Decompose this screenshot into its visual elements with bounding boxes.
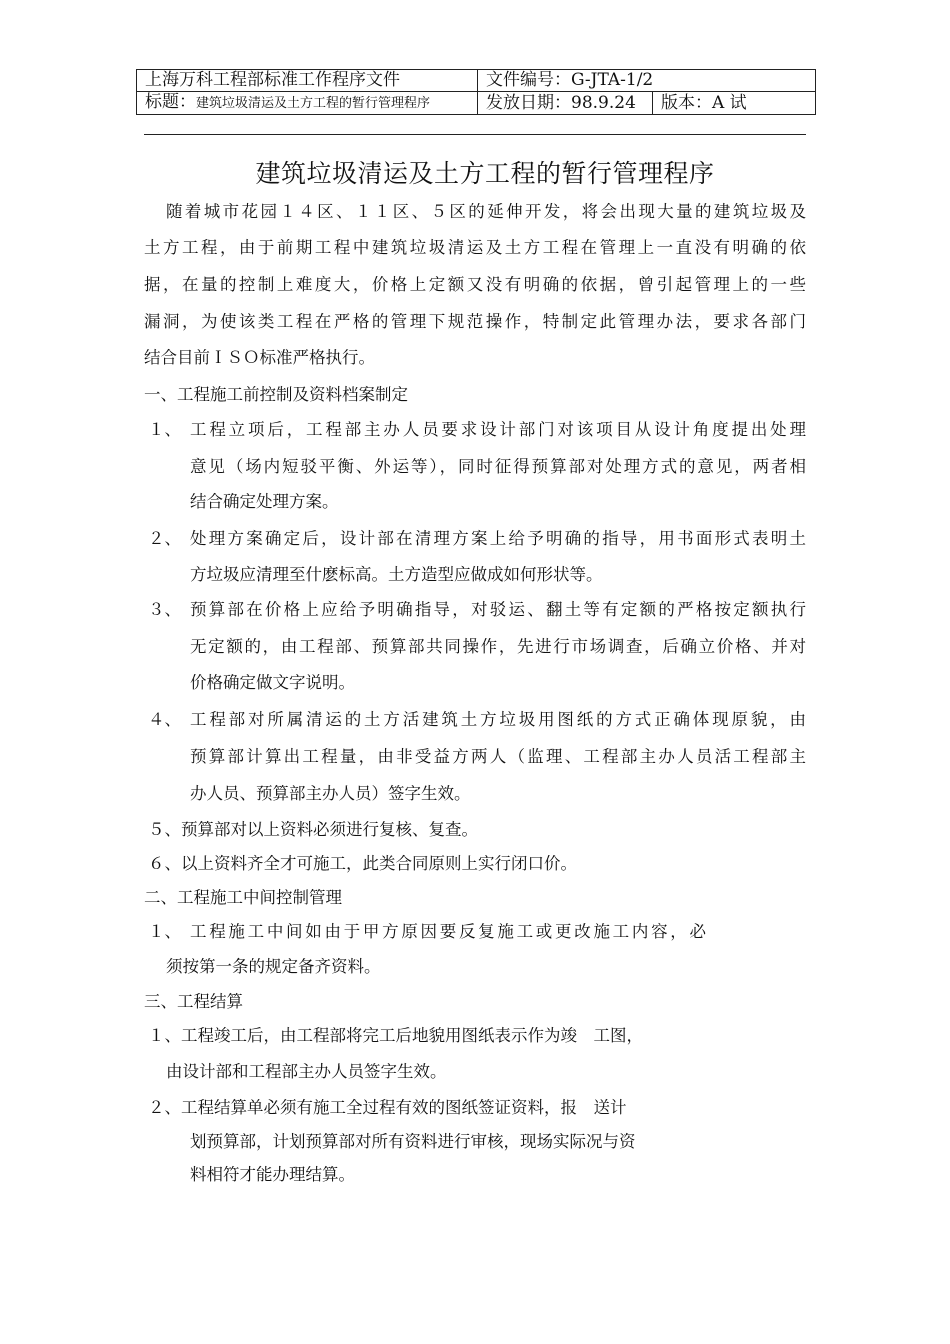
item-1-1-line-1: 工程立项后，工程部主办人员要求设计部门对该项目从设计角度提出处理: [190, 420, 806, 439]
item-1-4-line-3: 办人员、预算部主办人员）签字生效。: [190, 784, 471, 803]
item-1-6: ６、以上资料齐全才可施工，此类合同原则上实行闭口价。: [148, 854, 577, 873]
document-header-table: [136, 69, 816, 115]
item-1-1-line-2: 意见（场内短驳平衡、外运等），同时征得预算部对处理方式的意见，两者相: [190, 457, 806, 476]
item-3-1-line-1: １、工程竣工后，由工程部将完工后地貌用图纸表示作为竣 工图，: [148, 1026, 643, 1045]
item-1-4-line-2: 预算部计算出工程量，由非受益方两人（监理、工程部主办人员活工程部主: [190, 747, 806, 766]
company-document-title: 上海万科工程部标准工作程序文件: [137, 70, 478, 92]
item-1-2-line-1: 处理方案确定后，设计部在清理方案上给予明确的指导，用书面形式表明土: [190, 529, 806, 548]
item-number-1-2: ２、: [148, 529, 181, 548]
subject-label: 标题：: [145, 92, 196, 112]
item-2-1-line-1: 工程施工中间如由于甲方原因要反复施工或更改施工内容，必: [190, 922, 706, 941]
item-1-3-line-2: 无定额的，由工程部、预算部共同操作，先进行市场调查，后确立价格、并对: [190, 637, 806, 656]
item-3-2-line-1: ２、工程结算单必须有施工全过程有效的图纸签证资料，报 送计: [148, 1098, 627, 1117]
subject-text: 建筑垃圾清运及土方工程的暂行管理程序: [196, 96, 431, 111]
intro-line-4: 漏洞，为使该类工程在严格的管理下规范操作，特制定此管理办法，要求各部门: [144, 312, 806, 331]
item-2-1-line-2: 须按第一条的规定备齐资料。: [166, 957, 381, 976]
intro-line-1: 随着城市花园１４区、１１区、５区的延伸开发，将会出现大量的建筑垃圾及: [166, 202, 806, 221]
section-heading-2: 二、工程施工中间控制管理: [144, 888, 342, 907]
page-title: 建筑垃圾清运及土方工程的暂行管理程序: [255, 159, 715, 188]
document-subject: [137, 92, 478, 115]
item-number-1-1: １、: [148, 420, 181, 439]
item-1-4-line-1: 工程部对所属清运的土方活建筑土方垃圾用图纸的方式正确体现原貌，由: [190, 710, 806, 729]
document-number: 文件编号：G-JTA-1/2: [478, 70, 816, 92]
item-1-2-line-2: 方垃圾应清理至什麽标高。土方造型应做成如何形状等。: [190, 565, 603, 584]
item-1-1-line-3: 结合确定处理方案。: [190, 492, 339, 511]
intro-line-2: 土方工程，由于前期工程中建筑垃圾清运及土方工程在管理上一直没有明确的依: [144, 238, 806, 257]
item-1-3-line-3: 价格确定做文字说明。: [190, 673, 355, 692]
section-heading-3: 三、工程结算: [144, 992, 243, 1011]
item-number-1-4: ４、: [148, 710, 181, 729]
issue-date: 发放日期：98.9.24: [478, 92, 653, 115]
item-1-5: ５、预算部对以上资料必须进行复核、复查。: [148, 820, 478, 839]
item-number-1-3: ３、: [148, 600, 181, 619]
item-1-3-line-1: 预算部在价格上应给予明确指导，对驳运、翻土等有定额的严格按定额执行: [190, 600, 806, 619]
item-number-2-1: １、: [148, 922, 181, 941]
item-3-2-line-3: 料相符才能办理结算。: [190, 1165, 355, 1184]
item-3-1-line-2: 由设计部和工程部主办人员签字生效。: [166, 1062, 447, 1081]
intro-line-5: 结合目前ＩＳＯ标准严格执行。: [144, 348, 375, 367]
item-3-2-line-2: 划预算部，计划预算部对所有资料进行审核，现场实际况与资: [190, 1132, 636, 1151]
intro-line-3: 据，在量的控制上难度大，价格上定额又没有明确的依据，曾引起管理上的一些: [144, 275, 806, 294]
header-divider: [144, 134, 806, 135]
version: 版本：A 试: [653, 92, 816, 115]
section-heading-1: 一、工程施工前控制及资料档案制定: [144, 385, 408, 404]
